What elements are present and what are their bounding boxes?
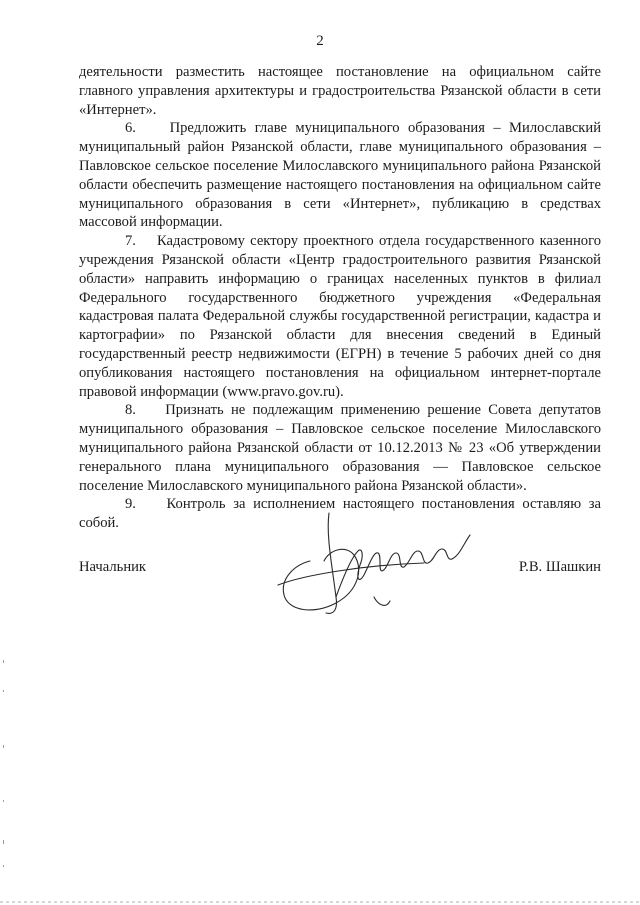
paragraph-6-text: Предложить главе муниципального образования – Милославский муниципальный район Рязанской области, главе муниципального образования – Павловское сельское поселение Милославского муниципального района Рязанской области обеспечить размещение настоящего постановления на официальном сайте муниципального образования в сети «Интернет», публикацию в средствах массовой информации. <box>79 120 602 231</box>
paragraph-8-number: 8. <box>125 402 136 419</box>
paragraph-8 <box>79 401 601 495</box>
signature-block <box>79 559 601 583</box>
paragraph-8-text: Признать не подлежащим применению решение Совета депутатов муниципального образования – Павловское сельское поселение Милославского муниципального района Рязанской области от 10.12.2013 № 23 «Об утверждении генерального плана муниципального образования — Павловское сельское поселение Милославского муниципального района Рязанской области». <box>79 402 601 494</box>
paragraph-7-text: Кадастровому сектору проектного отдела государственного казенного учреждения Рязанской области «Центр градостроительного развития Рязанской области» направить информацию о границах населенных пунктов в филиал Федерального государственного бюджетного учреждения «Федеральная кадастровая палата Федеральной службы государственной регистрации, кадастра и картографии» по Рязанской области для внесения сведений в Единый государственный реестр недвижимости (ЕГРН) в течение 5 рабочих дней со дня опубликования настоящего постановления на официальном интернет-портале правовой информации (www.pravo.gov.ru). <box>79 233 601 400</box>
scan-bottom-edge <box>0 901 640 903</box>
page-number: 2 <box>316 33 324 49</box>
paragraph-6-number: 6. <box>125 120 136 137</box>
paragraph-9-text: Контроль за исполнением настоящего постановления оставляю за собой. <box>79 496 601 532</box>
position-title: Начальник <box>79 559 147 575</box>
document-body <box>79 63 601 533</box>
paragraph-6 <box>79 119 601 232</box>
paragraph-7-number: 7. <box>125 233 136 250</box>
scan-margin-marks <box>2 650 6 880</box>
signatory-name: Р.В. Шашкин <box>518 559 601 575</box>
paragraph-7 <box>79 232 601 401</box>
paragraph-9-number: 9. <box>125 496 136 513</box>
paragraph-continuation: деятельности разместить настоящее постановление на официальном сайте главного управления архитектуры и градостроительства Рязанской области в сети «Интернет». <box>79 64 601 118</box>
